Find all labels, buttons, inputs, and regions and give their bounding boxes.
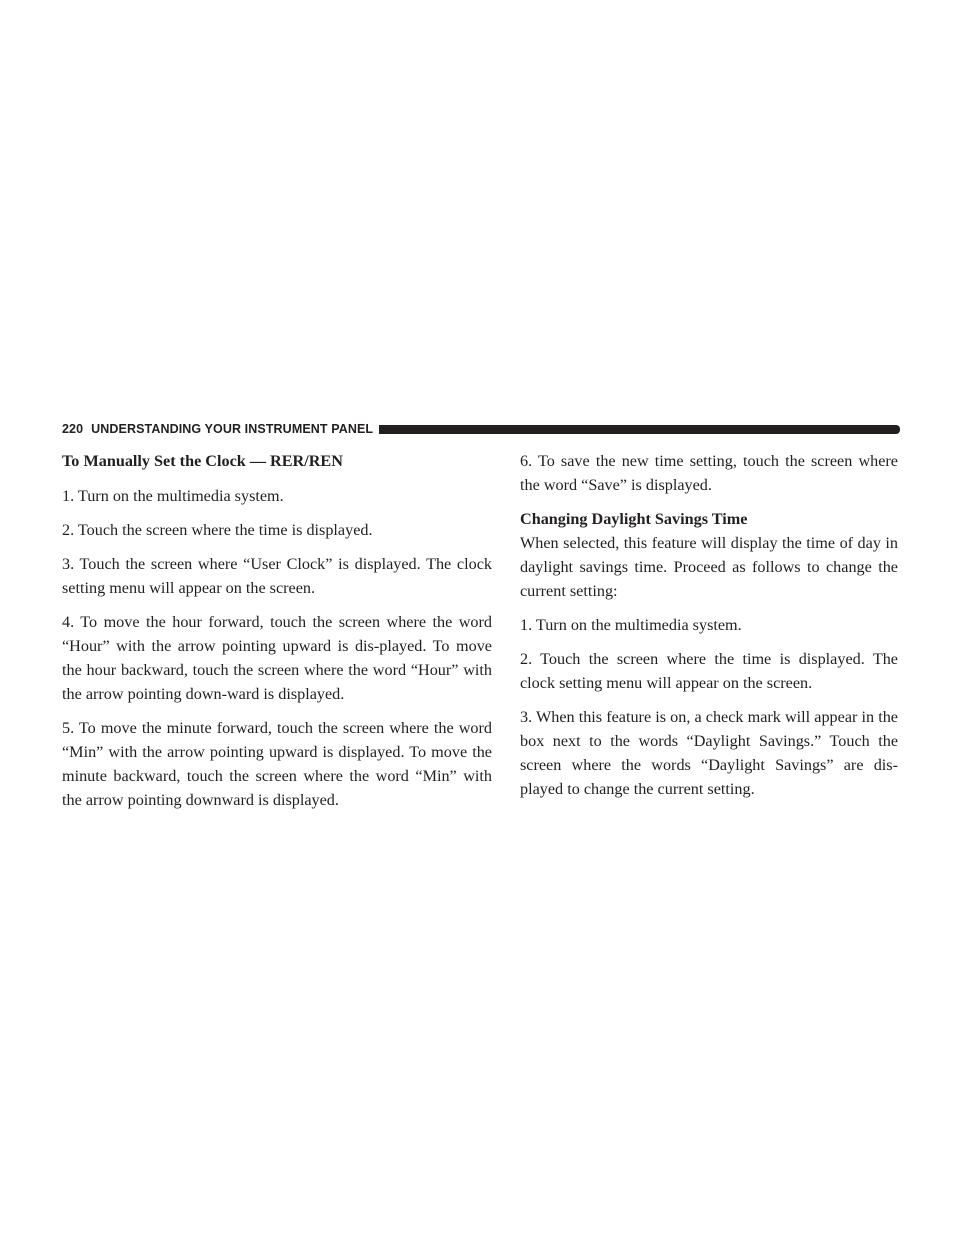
section-title: UNDERSTANDING YOUR INSTRUMENT PANEL bbox=[91, 422, 374, 436]
step-6: 6. To save the new time setting, touch the screen where the word “Save” is displayed. bbox=[520, 452, 898, 494]
step-5: 5. To move the minute forward, touch the screen where the word “Min” with the arrow pointing upward is displayed. To move the minute backward, touch the screen where the word “Min” with the arrow pointing downward is displayed. bbox=[62, 719, 492, 809]
heading-daylight-savings: Changing Daylight Savings Time bbox=[520, 510, 748, 528]
daylight-step-1: 1. Turn on the multimedia system. bbox=[520, 616, 742, 634]
page-header bbox=[62, 421, 900, 437]
daylight-intro: When selected, this feature will display the time of day in daylight savings time. Proceed as follows to change the current setting: bbox=[520, 534, 898, 600]
step-2: 2. Touch the screen where the time is displayed. bbox=[62, 521, 373, 539]
daylight-step-3: 3. When this feature is on, a check mark will appear in the box next to the words “Daylight Savings.” Touch the screen where the words “Daylight Savings” are dis-played to change the current setting. bbox=[520, 708, 898, 798]
step-4: 4. To move the hour forward, touch the screen where the word “Hour” with the arrow pointing upward is dis-played. To move the hour backward, touch the screen where the word “Hour” with the arrow pointing down-ward is displayed. bbox=[62, 613, 492, 703]
header-rule bbox=[379, 425, 900, 434]
step-1: 1. Turn on the multimedia system. bbox=[62, 487, 284, 505]
daylight-step-2: 2. Touch the screen where the time is displayed. The clock setting menu will appear on the screen. bbox=[520, 650, 898, 692]
left-column bbox=[62, 449, 492, 822]
step-3: 3. Touch the screen where “User Clock” is displayed. The clock setting menu will appear on the screen. bbox=[62, 555, 492, 597]
page-number: 220 bbox=[62, 422, 84, 436]
heading-manual-clock: To Manually Set the Clock — RER/REN bbox=[62, 452, 343, 470]
right-column bbox=[520, 449, 898, 811]
